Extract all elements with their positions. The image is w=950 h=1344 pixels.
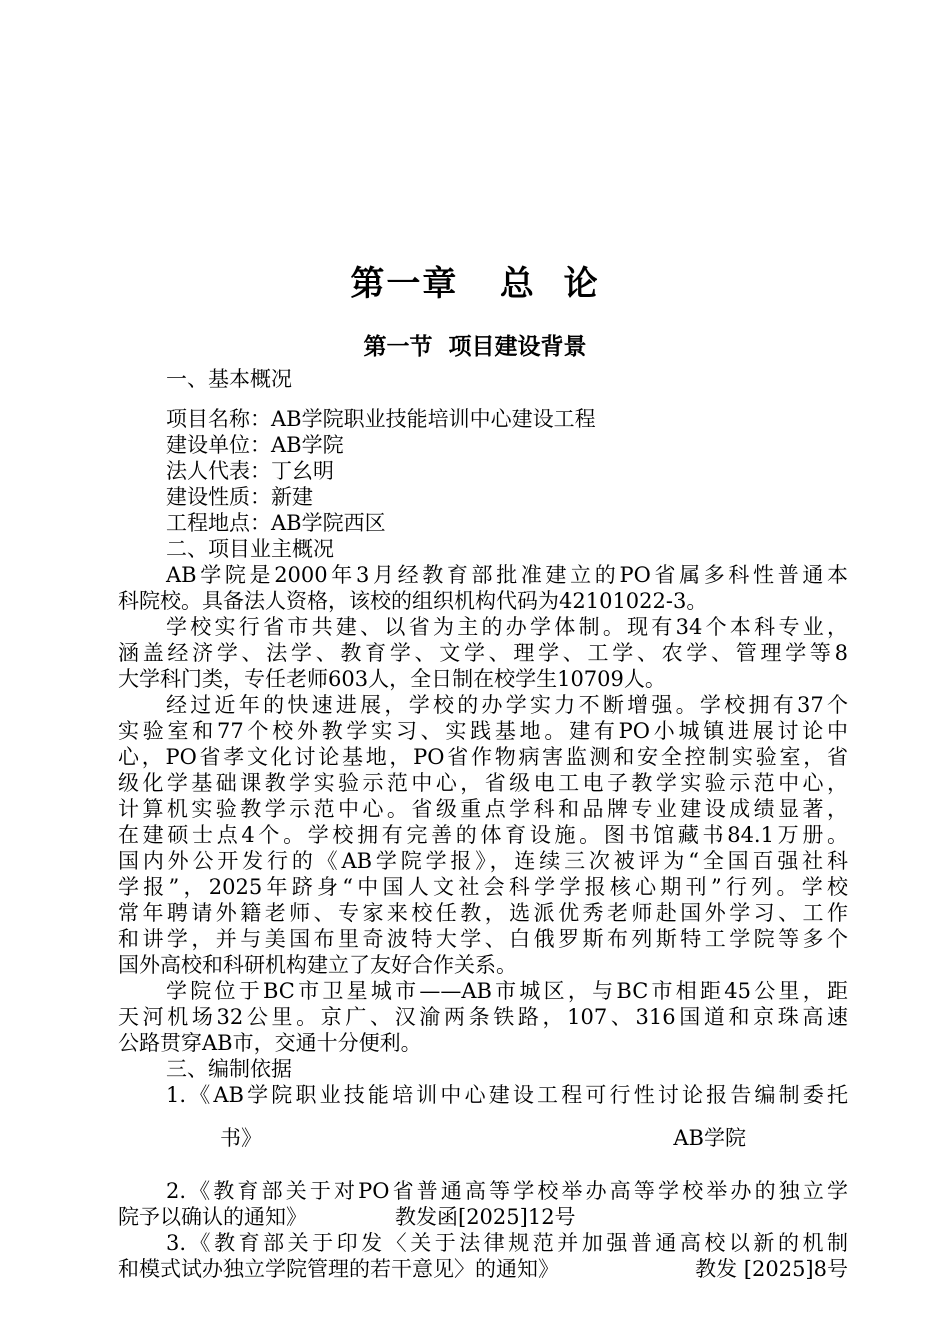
reference-item bbox=[118, 1230, 848, 1282]
reference-line: 2.《教育部关于对PO省普通高等学校举办高等学校举办的独立学 bbox=[166, 1179, 848, 1203]
paragraph-line: 涵盖经济学、法学、教育学、文学、理学、工学、农学、管理学等8 bbox=[118, 641, 848, 665]
chapter-title: 第一章 总 论 bbox=[350, 264, 600, 304]
paragraph-line: 在建硕士点4个。学校拥有完善的体育设施。图书馆藏书84.1万册。 bbox=[118, 823, 848, 847]
paragraph-line: 实验室和77个校外教学实习、实践基地。建有PO小城镇进展讨论中 bbox=[118, 719, 848, 743]
field-construction-nature: 建设性质：新建 bbox=[166, 485, 313, 509]
field-legal-representative: 法人代表：丁幺明 bbox=[166, 459, 334, 483]
heading-basic-overview: 一、基本概况 bbox=[166, 367, 292, 391]
document-body bbox=[118, 366, 848, 1282]
paragraph-line: 心，PO省孝文化讨论基地，PO省作物病害监测和安全控制实验室，省 bbox=[118, 745, 848, 769]
reference-tail-row bbox=[118, 1118, 848, 1158]
reference-tail-row bbox=[118, 1204, 848, 1230]
reference-item bbox=[118, 1178, 848, 1230]
field-construction-unit: 建设单位：AB学院 bbox=[166, 433, 344, 457]
section-title: 第一节 项目建设背景 bbox=[363, 333, 587, 360]
paragraph-school-system bbox=[118, 614, 848, 692]
paragraph-line: AB学院是2000年3月经教育部批准建立的PO省属多科性普通本 bbox=[166, 563, 848, 587]
reference-document-number: 教发函[2025]12号 bbox=[395, 1205, 576, 1229]
paragraph-college-intro bbox=[118, 562, 848, 614]
reference-tail-row bbox=[118, 1256, 848, 1282]
reference-tail: 院予以确认的通知》 bbox=[118, 1205, 307, 1229]
paragraph-line: 国外高校和科研机构建立了友好合作关系。 bbox=[118, 953, 517, 977]
reference-tail: 书》 bbox=[220, 1126, 262, 1150]
paragraph-line: 级化学基础课教学实验示范中心，省级电工电子教学实验示范中心， bbox=[118, 771, 848, 795]
heading-basis: 三、编制依据 bbox=[166, 1057, 292, 1081]
paragraph-line: 经过近年的快速进展，学校的办学实力不断增强。学校拥有37个 bbox=[166, 693, 848, 717]
paragraph-school-strength bbox=[118, 692, 848, 978]
paragraph-line: 公路贯穿AB市，交通十分便利。 bbox=[118, 1031, 422, 1055]
reference-item bbox=[118, 1082, 848, 1158]
heading-owner-overview: 二、项目业主概况 bbox=[166, 537, 334, 561]
paragraph-line: 科院校。具备法人资格，该校的组织机构代码为42101022-3。 bbox=[118, 589, 708, 613]
reference-line: 3.《教育部关于印发〈关于法律规范并加强普通高校以新的机制 bbox=[166, 1231, 848, 1255]
field-project-name: 项目名称：AB学院职业技能培训中心建设工程 bbox=[166, 407, 596, 431]
reference-issuer: AB学院 bbox=[673, 1126, 746, 1150]
paragraph-line: 常年聘请外籍老师、专家来校任教，选派优秀老师赴国外学习、工作 bbox=[118, 901, 848, 925]
reference-line: 1.《AB学院职业技能培训中心建设工程可行性讨论报告编制委托 bbox=[166, 1083, 848, 1107]
field-project-location: 工程地点：AB学院西区 bbox=[166, 511, 386, 535]
reference-tail: 和模式试办独立学院管理的若干意见〉的通知》 bbox=[118, 1257, 559, 1281]
paragraph-line: 计算机实验教学示范中心。省级重点学科和品牌专业建设成绩显著， bbox=[118, 797, 848, 821]
paragraph-line: 学校实行省市共建、以省为主的办学体制。现有34个本科专业， bbox=[166, 615, 848, 639]
reference-document-number: 教发 [2025]8号 bbox=[695, 1257, 848, 1281]
paragraph-line: 学院位于BC市卫星城市——AB市城区，与BC市相距45公里，距 bbox=[166, 979, 848, 1003]
paragraph-line: 和讲学，并与美国布里奇波特大学、白俄罗斯布列斯特工学院等多个 bbox=[118, 927, 848, 951]
paragraph-line: 国内外公开发行的《AB学院学报》，连续三次被评为“全国百强社科 bbox=[118, 849, 848, 873]
paragraph-location bbox=[118, 978, 848, 1056]
paragraph-line: 大学科门类，专任老师603人，全日制在校学生10709人。 bbox=[118, 667, 666, 691]
paragraph-line: 学报”，2025年跻身“中国人文社会科学学报核心期刊”行列。学校 bbox=[118, 875, 848, 899]
paragraph-line: 天河机场32公里。京广、汉渝两条铁路，107、316国道和京珠高速 bbox=[118, 1005, 848, 1029]
